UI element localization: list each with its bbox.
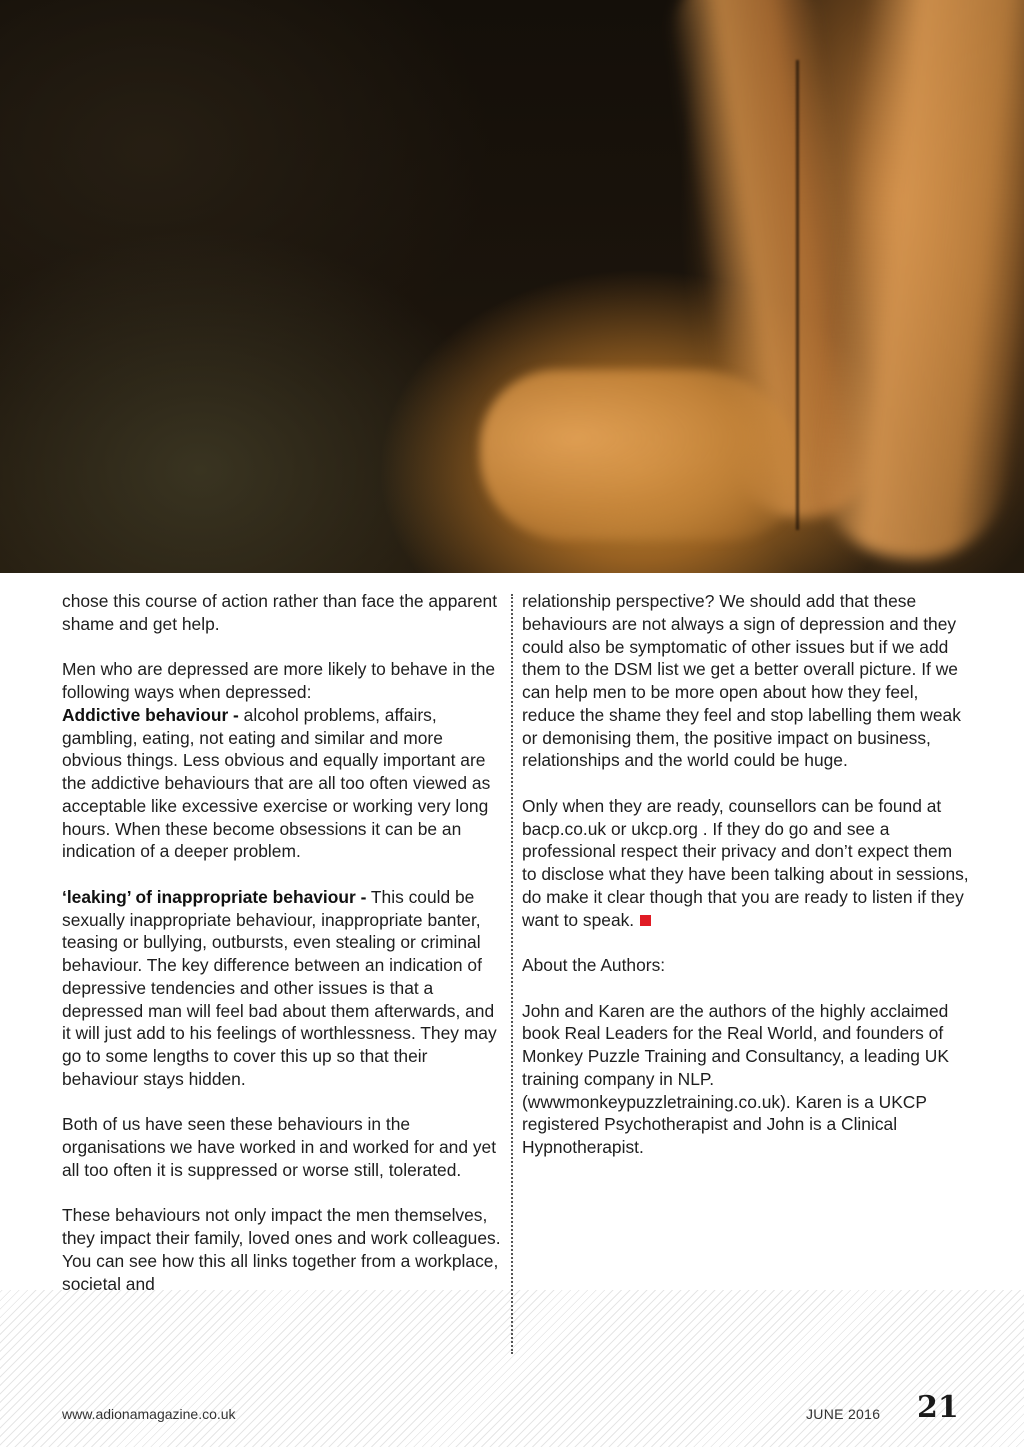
paragraph-leaking (62, 886, 502, 1091)
leaking-behaviour-body: This could be sexually inappropriate behaviour, inappropriate banter, teasing or bullying, outbursts, even stealing or criminal behaviour. The key difference between an indication of depressive tendencies and other issues is that a depressed man will feel bad about them afterwards, and it will just add to his feelings of worthlessness. They may go to some lengths to cover this up so that their behaviour stays hidden. (62, 886, 497, 1089)
paragraph: These behaviours not only impact the men themselves, they impact their family, loved ones and work colleagues. You can see how this all links together from a workplace, societal and (62, 1205, 501, 1294)
leaking-behaviour-heading: ‘leaking’ of inappropriate behaviour - (62, 886, 367, 907)
addictive-behaviour-heading: Addictive behaviour - (62, 704, 239, 725)
end-of-article-mark (640, 915, 651, 926)
photo-thread-line (796, 60, 799, 530)
paragraph: chose this course of action rather than face the apparent shame and get help. (62, 591, 498, 634)
photo-thumb-shape (480, 370, 800, 540)
footer-issue-date: JUNE 2016 (806, 1406, 881, 1422)
counsellors-text: Only when they are ready, counsellors can be found at bacp.co.uk or ukcp.org . If they do go and see a professional respect their privacy and don’t expect them to disclose what they have been talking about in sessions, do make it clear though that you are ready to listen if they want to speak. (522, 795, 969, 930)
photo-hand-shape (808, 0, 1024, 568)
addictive-behaviour-body: alcohol problems, affairs, gambling, eating, not eating and similar and more obvious things. Less obvious and equally important are the addictive behaviours that are all too often viewed as acceptable like excessive exercise or working very long hours. When these become obsessions it can be an indication of a deeper problem. (62, 704, 491, 862)
footer-website-url: www.adionamagazine.co.uk (62, 1406, 236, 1422)
paragraph: relationship perspective? We should add that these behaviours are not always a sign of depression and they could also be symptomatic of other issues but if we add them to the DSM list we get a better overall picture. If we can help men to be more open about how they feel, reduce the shame they feel and stop labelling them weak or demonising them, the positive impact on business, relationships and the world could be huge. (522, 591, 961, 771)
paragraph: Both of us have seen these behaviours in the organisations we have worked in and worked for and yet all too often it is suppressed or worse still, tolerated. (62, 1114, 497, 1180)
paragraph-intro: Men who are depressed are more likely to behave in the following ways when depressed: (62, 659, 496, 702)
about-authors-heading: About the Authors: (522, 955, 666, 975)
hero-photo (0, 0, 1024, 573)
article-column-right (522, 590, 970, 1182)
page-number: 21 (917, 1390, 959, 1425)
about-authors-body: John and Karen are the authors of the highly acclaimed book Real Leaders for the Real World, and founders of Monkey Puzzle Training and Consultancy, a leading UK training company in NLP. (wwwmonkeypuzzletraining.co.uk). Karen is a UKCP registered Psychotherapist and John is a Clinical Hypnotherapist. (522, 1000, 949, 1157)
paragraph-addictive (62, 658, 502, 863)
article-column-left (62, 590, 502, 1318)
column-divider (511, 594, 513, 1354)
paragraph-counsellors (522, 795, 970, 932)
